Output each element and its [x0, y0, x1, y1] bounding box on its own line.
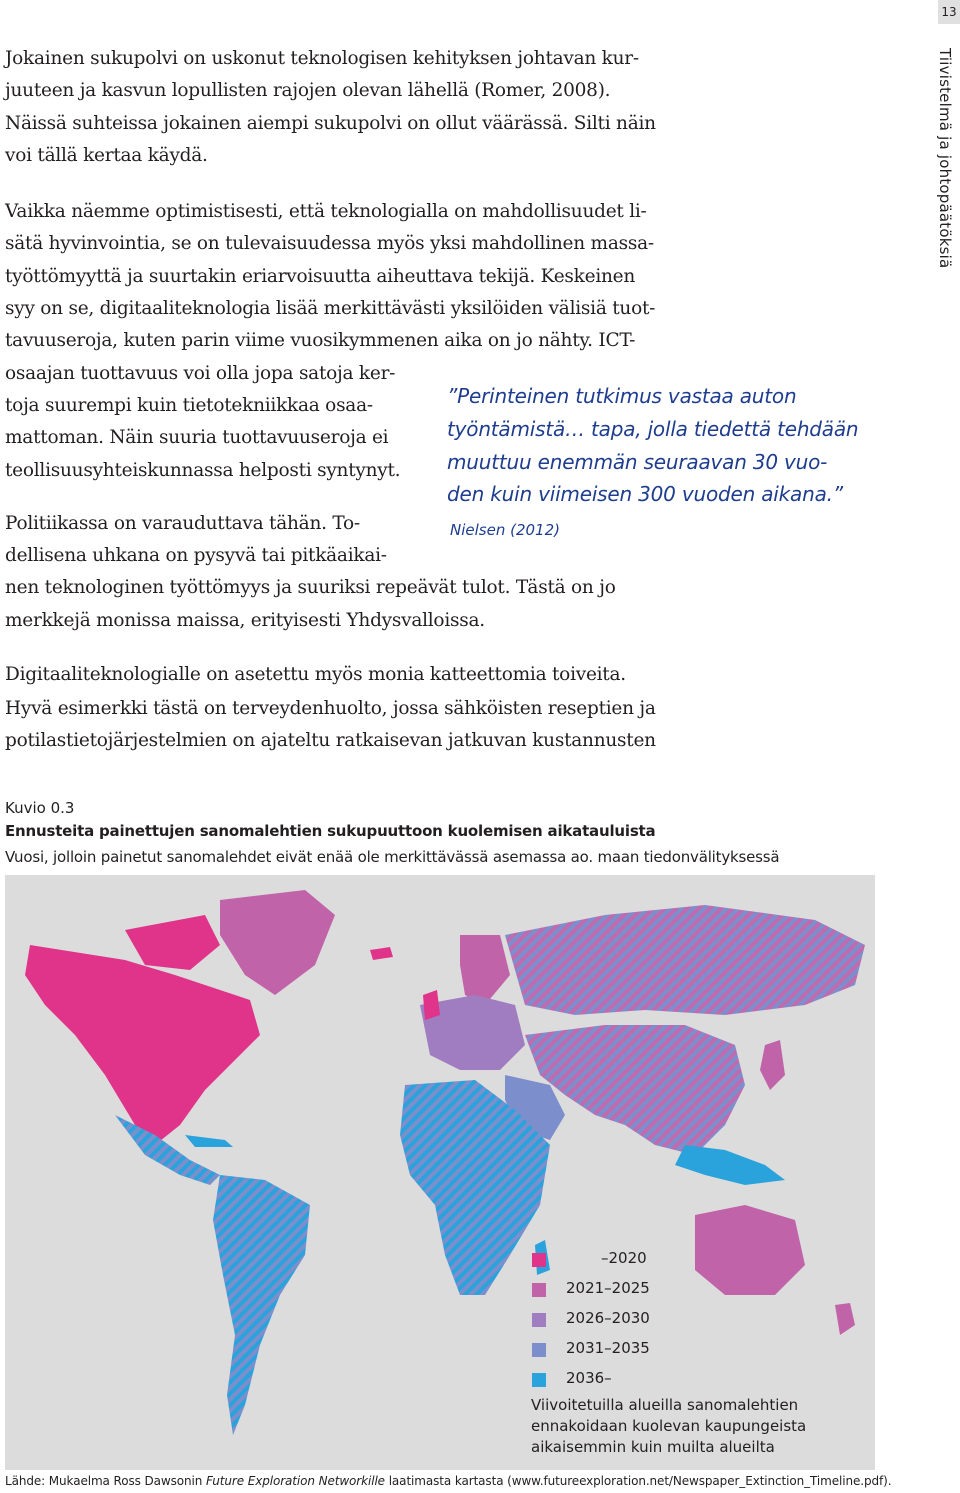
body-line: teollisuusyhteiskunnassa helposti syntynyt.: [5, 460, 401, 481]
map-arctic-islands: [125, 915, 220, 970]
body-line: Hyvä esimerkki tästä on terveydenhuolto, jossa sähköisten reseptien ja: [5, 698, 656, 719]
body-line: potilastietojärjestelmien on ajateltu ratkaisevan jatkuvan kustannusten: [5, 730, 656, 751]
map-uk: [423, 990, 440, 1020]
quote-line: den kuin viimeisen 300 vuoden aikana.”: [447, 482, 843, 506]
body-line: voi tällä kertaa käydä.: [5, 145, 208, 166]
legend-swatch-2030: [532, 1313, 546, 1327]
map-new-zealand: [835, 1303, 855, 1335]
body-line: toja suurempi kuin tietotekniikkaa osaa-: [5, 395, 373, 416]
map-caribbean: [185, 1135, 233, 1147]
body-line: Politiikassa on varauduttava tähän. To-: [5, 513, 360, 534]
quote-source: Nielsen (2012): [450, 521, 560, 539]
legend-note: Viivoitetuilla alueilla sanomalehtien ennakoidaan kuolevan kaupungeista aikaisemmin kuin muilta alueilta: [531, 1396, 807, 1456]
section-side-label: Tiivistelmä ja johtopäätöksiä: [936, 48, 954, 269]
legend-label-2036: 2036–: [566, 1369, 612, 1387]
body-line: Vaikka näemme optimistisesti, että teknologialla on mahdollisuudet li-: [5, 201, 647, 222]
map-asia: [525, 1025, 745, 1155]
map-greenland: [220, 890, 335, 995]
body-line: Jokainen sukupolvi on uskonut teknologisen kehityksen johtavan kur-: [5, 48, 639, 69]
body-line: juuteen ja kasvun lopullisten rajojen olevan lähellä (Romer, 2008).: [5, 80, 611, 101]
legend-swatch-2036: [532, 1373, 546, 1387]
source-suffix: laatimasta kartasta (www.futureexploration.net/Newspaper_Extinction_Timeline.pdf).: [384, 1474, 892, 1488]
world-map-panel: [5, 875, 875, 1470]
legend-label-2035: 2031–2035: [566, 1339, 650, 1357]
body-line: tavuuseroja, kuten parin viime vuosikymmenen aika on jo nähty. ICT-: [5, 330, 636, 351]
page-number: 13: [938, 0, 960, 24]
map-north-america: [25, 945, 260, 1145]
map-scandinavia: [460, 935, 510, 1005]
body-line: merkkejä monissa maissa, erityisesti Yhdysvalloissa.: [5, 610, 485, 631]
source-italic: Future Exploration Networkille: [205, 1474, 385, 1488]
body-line: syy on se, digitaaliteknologia lisää merkittävästi yksilöiden välisiä tuot-: [5, 298, 656, 319]
quote-line: ”Perinteinen tutkimus vastaa auton: [447, 384, 797, 408]
map-southeast-asia: [675, 1145, 785, 1185]
map-japan: [760, 1040, 785, 1090]
legend-swatch-2035: [532, 1343, 546, 1357]
legend-swatch-2020: [532, 1253, 546, 1267]
quote-line: muuttuu enemmän seuraavan 30 vuo-: [447, 450, 828, 474]
body-line: Näissä suhteissa jokainen aiempi sukupolvi on ollut väärässä. Silti näin: [5, 113, 656, 134]
figure-title: Ennusteita painettujen sanomalehtien sukupuuttoon kuolemisen aikatauluista: [5, 822, 656, 840]
map-australia: [695, 1205, 805, 1295]
body-line: dellisena uhkana on pysyvä tai pitkäaikai-: [5, 545, 387, 566]
figure-number: Kuvio 0.3: [5, 799, 75, 817]
body-line: työttömyyttä ja suurtakin eriarvoisuutta aiheuttava tekijä. Keskeinen: [5, 266, 636, 287]
body-line: osaajan tuottavuus voi olla jopa satoja ker-: [5, 363, 396, 384]
source-prefix: Lähde: Mukaelma Ross Dawsonin: [5, 1474, 206, 1488]
body-line: nen teknologinen työttömyys ja suuriksi repeävät tulot. Tästä on jo: [5, 577, 616, 598]
map-south-america: [213, 1175, 310, 1435]
legend-label-2030: 2026–2030: [566, 1309, 650, 1327]
map-iceland: [370, 947, 393, 960]
figure-source: [5, 1474, 891, 1488]
body-line: mattoman. Näin suuria tuottavuuseroja ei: [5, 427, 389, 448]
figure-subtitle: Vuosi, jolloin painetut sanomalehdet eivät enää ole merkittävässä asemassa ao. maan tiedonvälityksessä: [5, 848, 780, 866]
quote-line: työntämistä… tapa, jolla tiedettä tehdään: [447, 417, 859, 441]
map-russia: [505, 905, 865, 1015]
body-line: sätä hyvinvointia, se on tulevaisuudessa myös yksi mahdollinen massa-: [5, 233, 654, 254]
world-map: [5, 875, 875, 1470]
legend-swatch-2025: [532, 1283, 546, 1297]
legend-label-2025: 2021–2025: [566, 1279, 650, 1297]
body-line: Digitaaliteknologialle on asetettu myös monia katteettomia toiveita.: [5, 664, 626, 685]
legend-label-2020: –2020: [601, 1249, 647, 1267]
